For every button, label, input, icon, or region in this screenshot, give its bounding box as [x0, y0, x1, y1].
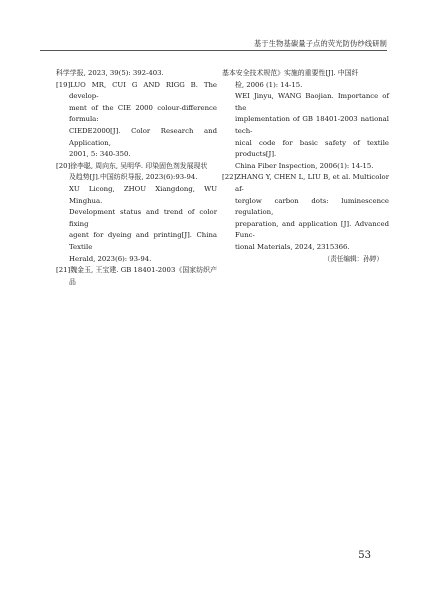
reference-line: [19]LUO MR, CUI G AND RIGG B. The develop-: [56, 80, 217, 101]
references-left-column: [56, 68, 217, 288]
reference-line: CIEDE2000[J]. Color Research and Application,: [69, 126, 217, 147]
reference-entry: [222, 172, 389, 253]
reference-line: [20]徐李聪, 周向东, 吴明华. 印染固色剂发展现状: [56, 161, 208, 170]
reference-line: ment of the CIE 2000 colour-difference formula:: [69, 103, 217, 124]
reference-line: China Fiber Inspection, 2006(1): 14-15.: [235, 161, 374, 170]
reference-entry: [56, 161, 217, 265]
header-rule: [40, 50, 387, 51]
reference-line: 检, 2006 (1): 14-15.: [235, 80, 303, 89]
reference-line: 2001, 5: 340-350.: [69, 150, 131, 159]
reference-line: tional Materials, 2024, 2315366.: [235, 242, 350, 251]
running-head: 基于生物基碳量子点的荧光防伪纱线研制: [254, 39, 387, 48]
reference-entry: [56, 68, 217, 80]
reference-line: [22]ZHANG Y, CHEN L, LIU B, et al. Multicolor af-: [222, 173, 389, 193]
reference-line: 科学学报, 2023, 39(5): 392-403.: [56, 69, 164, 77]
reference-line: Development status and trend of color fixing: [69, 208, 217, 228]
reference-line: agent for dyeing and printing[J]. China Textile: [69, 231, 217, 251]
reference-line: nical code for basic safety of textile products[J].: [235, 138, 389, 159]
reference-line: Herald, 2023(6): 93-94.: [69, 254, 152, 263]
reference-entry: [56, 265, 217, 288]
reference-line: XU Licong, ZHOU Xiangdong, WU Minghua.: [69, 184, 217, 205]
reference-line: implementation of GB 18401-2003 national tech-: [235, 115, 389, 135]
references-right-column: [222, 68, 389, 265]
reference-line: WEI Jinyu, WANG Baojian. Importance of the: [235, 92, 389, 112]
reference-line: 基本安全技术规范》实施的重要性[J]. 中国纤: [222, 69, 359, 77]
page-number: 53: [358, 550, 371, 561]
reference-line: terglow carbon dots: luminescence regulation,: [235, 196, 389, 217]
reference-entry: [56, 80, 217, 161]
reference-line: preparation, and application [J]. Advanced Func-: [235, 219, 389, 240]
reference-line: [21]魏金玉, 王宝建. GB 18401-2003《国家纺织产品: [56, 266, 217, 286]
reference-line: 及趋势[J].中国纺织导报, 2023(6):93-94.: [69, 173, 198, 182]
reference-entry: [222, 68, 389, 172]
editor-note: （责任编辑：孙婷）: [323, 254, 383, 263]
